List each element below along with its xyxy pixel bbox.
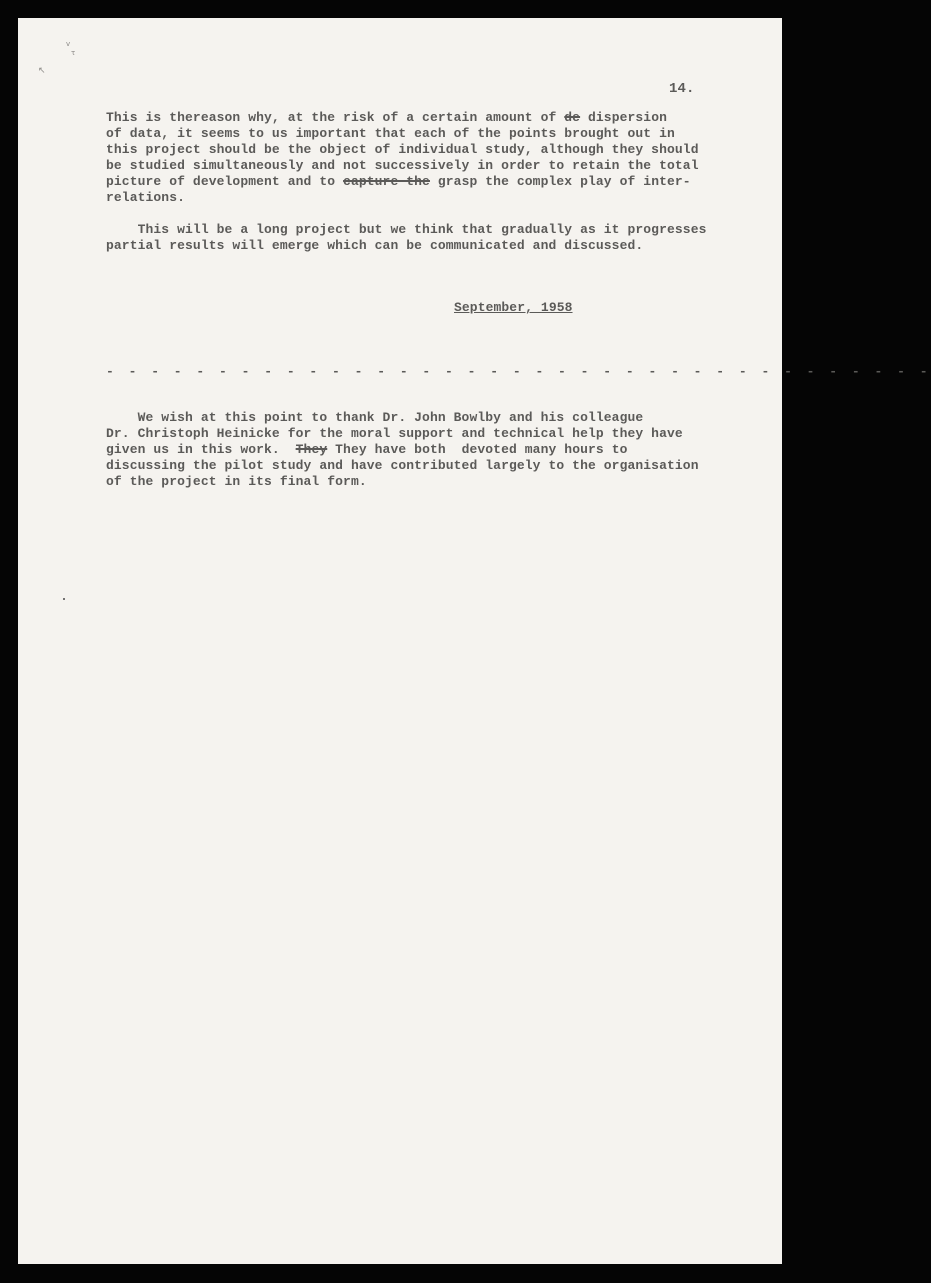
text-line: picture of development and to capture the grasp the complex play of inter- xyxy=(106,174,691,189)
paragraph-acknowledgement xyxy=(106,410,746,510)
paragraph-reason xyxy=(106,110,726,210)
struck-text: capture the xyxy=(343,174,430,189)
text-line: We wish at this point to thank Dr. John Bowlby and his colleague xyxy=(106,410,644,425)
text-line: be studied simultaneously and not successively in order to retain the total xyxy=(106,158,699,173)
margin-mark: v xyxy=(66,40,71,48)
struck-text: They xyxy=(295,442,328,457)
document-page xyxy=(18,18,931,1264)
text-line: Dr. Christoph Heinicke for the moral support and technical help they have xyxy=(106,426,683,441)
struck-text: de xyxy=(564,110,581,125)
text-line: discussing the pilot study and have contributed largely to the organisation xyxy=(106,458,699,473)
text-line: This is thereason why, at the risk of a certain amount of de dispersion xyxy=(106,110,668,125)
page-number: 14. xyxy=(669,81,695,97)
text-line: partial results will emerge which can be communicated and discussed. xyxy=(106,238,644,253)
text-line: of the project in its final form. xyxy=(106,474,367,489)
margin-mark: ↖ xyxy=(38,66,46,76)
dashed-divider: - - - - - - - - - - - - - - - - - - - - - - - - - - - - - - - - - - - - - xyxy=(106,364,931,379)
text-line: this project should be the object of individual study, although they should xyxy=(106,142,699,157)
paper-speck xyxy=(63,598,65,600)
margin-mark: τ xyxy=(71,49,76,57)
text-line: given us in this work. They They have both devoted many hours to xyxy=(106,442,628,457)
paragraph-long-project xyxy=(106,222,746,262)
text-line: of data, it seems to us important that each of the points brought out in xyxy=(106,126,675,141)
text-line: relations. xyxy=(106,190,186,205)
document-date: September, 1958 xyxy=(454,300,573,315)
text-line: This will be a long project but we think that gradually as it progresses xyxy=(106,222,707,237)
